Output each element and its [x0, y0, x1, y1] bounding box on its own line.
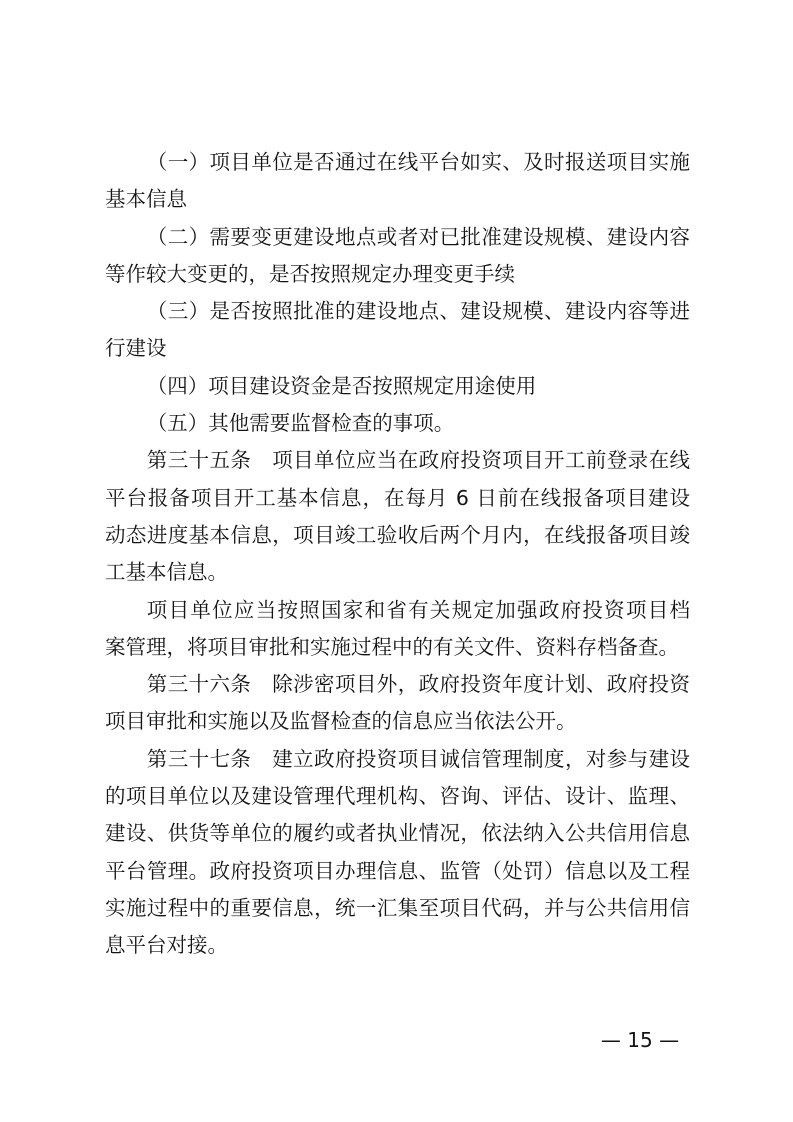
text-line: 工基本信息。 [105, 560, 228, 585]
page-number: — 15 — [600, 1028, 680, 1052]
archive-management-paragraph [105, 592, 690, 667]
text-line: 平台报备项目开工基本信息，在每月 6 日前在线报备项目建设 [105, 485, 690, 510]
text-line: 案管理，将项目审批和实施过程中的有关文件、资料存档备查。 [105, 634, 679, 659]
article-35-paragraph [105, 442, 690, 591]
list-item-3 [105, 293, 690, 368]
text-line: 第三十七条 建立政府投资项目诚信管理制度，对参与建设 [146, 746, 690, 771]
list-item-2 [105, 219, 690, 294]
text-line: 等作较大变更的，是否按照规定办理变更手续 [105, 261, 515, 286]
text-line: （四）项目建设资金是否按照规定用途使用 [146, 373, 537, 398]
document-body [105, 144, 690, 965]
text-line: 平台管理。政府投资项目办理信息、监管（处罚）信息以及工程 [105, 858, 690, 883]
text-line: （三）是否按照批准的建设地点、建设规模、建设内容等进 [146, 299, 690, 324]
text-line: （一）项目单位是否通过在线平台如实、及时报送项目实施 [146, 150, 690, 174]
list-item-5 [105, 405, 690, 442]
text-line: 实施过程中的重要信息，统一汇集至项目代码，并与公共信用信 [105, 895, 690, 920]
text-line: 息平台对接。 [105, 933, 228, 958]
text-line: 的项目单位以及建设管理代理机构、咨询、评估、设计、监理、 [105, 784, 690, 809]
text-line: 项目单位应当按照国家和省有关规定加强政府投资项目档 [146, 597, 690, 622]
text-line: 第三十五条 项目单位应当在政府投资项目开工前登录在线 [146, 448, 690, 473]
text-line: 动态进度基本信息，项目竣工验收后两个月内，在线报备项目竣 [105, 522, 690, 547]
text-line: （二）需要变更建设地点或者对已批准建设规模、建设内容 [146, 224, 690, 249]
text-line: 基本信息 [105, 187, 187, 212]
article-36-paragraph [105, 666, 690, 741]
text-line: 建设、供货等单位的履约或者执业情况，依法纳入公共信用信息 [105, 821, 690, 846]
text-line: 行建设 [105, 336, 167, 361]
list-item-1 [105, 144, 690, 219]
article-37-paragraph [105, 741, 690, 965]
text-line: （五）其他需要监督检查的事项。 [146, 411, 455, 436]
list-item-4 [105, 368, 690, 405]
text-line: 项目审批和实施以及监督检查的信息应当依法公开。 [105, 709, 577, 734]
text-line: 第三十六条 除涉密项目外，政府投资年度计划、政府投资 [146, 672, 690, 697]
